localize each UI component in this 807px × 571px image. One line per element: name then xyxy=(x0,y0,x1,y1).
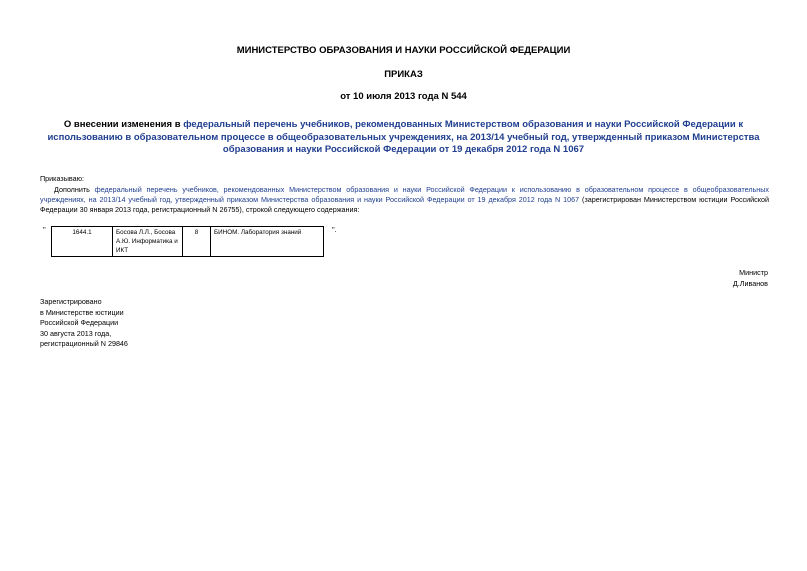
paragraph-link[interactable]: федеральный перечень учебников, рекомендованных Министерством образования и науки Российской Федерации к использованию в образовательном процессе в общеобразовательных учреждениях, на 2013/14 учебный год, утвержденный приказом Министерства образования и науки Российской Федерации от 19 декабря 2012 года N 1067 xyxy=(40,185,769,204)
table-row xyxy=(52,227,324,257)
registration-line: в Министерстве юстиции xyxy=(40,307,124,317)
order-directive: Приказываю: xyxy=(40,174,84,183)
order-date-number: от 10 июля 2013 года N 544 xyxy=(340,91,467,102)
signatory-name: Д.Ливанов xyxy=(732,278,768,288)
document-type: ПРИКАЗ xyxy=(384,69,423,80)
registration-line: 30 августа 2013 года, xyxy=(40,328,112,338)
subject-link[interactable]: федеральный перечень учебников, рекомендованных Министерством образования и науки Российской Федерации к использованию в образовательном процессе в общеобразовательных учреждениях, на 2013/14 учебный год, утвержденный приказом Министерства образования и науки Российской Федерации от 19 декабря 2012 года N 1067 xyxy=(47,119,760,155)
quote-close: ". xyxy=(332,225,337,234)
entry-grade: 8 xyxy=(183,227,211,257)
registration-line: Российской Федерации xyxy=(40,318,119,327)
paragraph-prefix: Дополнить xyxy=(54,185,95,194)
entry-author-title: Босова Л.Л., Босова А.Ю. Информатика и ИКТ xyxy=(113,227,183,257)
signature-block xyxy=(600,268,768,289)
registration-line: регистрационный N 29846 xyxy=(40,339,128,348)
entry-publisher: БИНОМ. Лаборатория знаний xyxy=(211,227,324,257)
entry-number: 1644.1 xyxy=(52,227,113,257)
registration-block xyxy=(40,297,128,350)
signatory-position: Министр xyxy=(739,268,768,277)
subject-prefix: О внесении изменения в xyxy=(63,119,184,130)
ministry-name: МИНИСТЕРСТВО ОБРАЗОВАНИЯ И НАУКИ РОССИЙСКОЙ ФЕДЕРАЦИИ xyxy=(236,45,571,56)
main-paragraph xyxy=(40,185,769,215)
order-subject xyxy=(40,119,767,157)
textbook-entry-table xyxy=(51,226,324,257)
quote-open: " xyxy=(43,225,46,234)
registration-line: Зарегистрировано xyxy=(40,297,102,306)
paragraph-suffix: (зарегистрирован Министерством юстиции Российской Федерации 30 января 2013 года, регистрационный N 26755), строкой следующего содержания: xyxy=(40,195,769,214)
